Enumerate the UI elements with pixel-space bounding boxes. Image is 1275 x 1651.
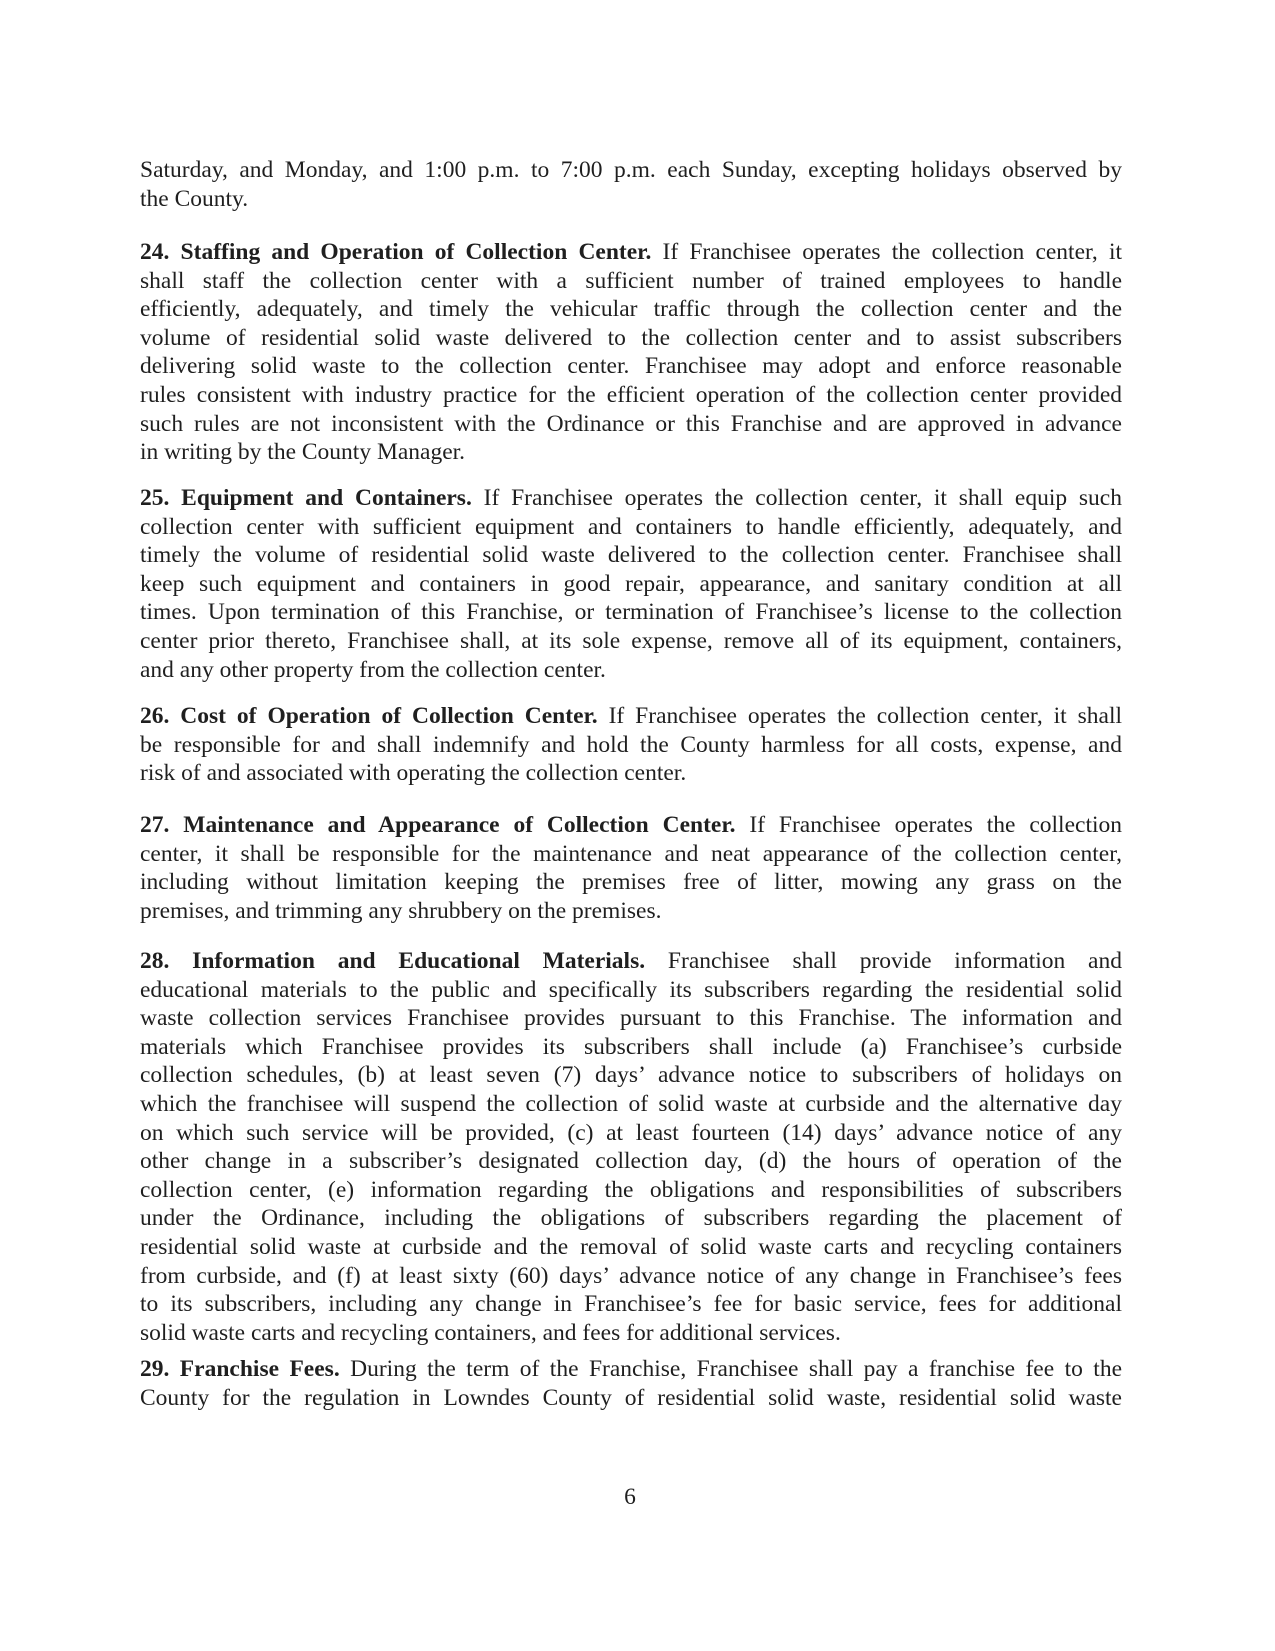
paragraph-line: and any other property from the collection center. (140, 656, 606, 683)
paragraph-line: collection schedules, (b) at least seven (7) days’ advance notice to subscribers of holidays on (140, 1062, 1122, 1089)
paragraph-line: timely the volume of residential solid waste delivered to the collection center. Franchisee shall (140, 542, 1122, 569)
paragraph-first-line (140, 238, 1122, 267)
paragraph-line-text: During the term of the Franchise, Franchisee shall pay a franchise fee to the (350, 1356, 1123, 1382)
paragraph-line: solid waste carts and recycling containers, and fees for additional services. (140, 1319, 841, 1346)
section-28-paragraph (140, 947, 1122, 1347)
section-heading: 24. Staffing and Operation of Collection Center. (140, 239, 652, 265)
paragraph-line: be responsible for and shall indemnify and hold the County harmless for all costs, expense, and (140, 731, 1122, 758)
page-number: 6 (624, 1484, 636, 1510)
paragraph-line: delivering solid waste to the collection center. Franchisee may adopt and enforce reasonable (140, 353, 1122, 380)
paragraph-line: collection center, (e) information regarding the obligations and responsibilities of subscribers (140, 1176, 1122, 1203)
section-heading: 26. Cost of Operation of Collection Center. (140, 703, 598, 729)
paragraph-line: in writing by the County Manager. (140, 439, 466, 466)
paragraph-line: under the Ordinance, including the obligations of subscribers regarding the placement of (140, 1205, 1122, 1232)
paragraph-first-line (140, 811, 1122, 840)
paragraph-line: which the franchisee will suspend the collection of solid waste at curbside and the alternative day (140, 1090, 1122, 1117)
paragraph-line: times. Upon termination of this Franchise, or termination of Franchisee’s license to the collection (140, 599, 1122, 626)
paragraph-line-text: If Franchisee operates the collection center, it shall equip such (483, 485, 1122, 511)
paragraph-line-text: If Franchisee operates the collection center, it shall (608, 703, 1123, 729)
paragraph-line: collection center with sufficient equipment and containers to handle efficiently, adequately, and (140, 513, 1122, 540)
paragraph-line: such rules are not inconsistent with the Ordinance or this Franchise and are approved in advance (140, 410, 1122, 437)
paragraph-line: center prior thereto, Franchisee shall, at its sole expense, remove all of its equipment, containers, (140, 627, 1122, 654)
paragraph-line: residential solid waste at curbside and the removal of solid waste carts and recycling containers (140, 1233, 1122, 1260)
paragraph-line: County for the regulation in Lowndes County of residential solid waste, residential solid waste (140, 1384, 1122, 1411)
paragraph-line: other change in a subscriber’s designated collection day, (d) the hours of operation of the (140, 1148, 1122, 1175)
section-25-paragraph (140, 484, 1122, 684)
section-heading: 28. Information and Educational Materials. (140, 948, 646, 974)
paragraph-line-text: If Franchisee operates the collection (749, 812, 1123, 838)
paragraph-line: waste collection services Franchisee provides pursuant to this Franchise. The information and (140, 1005, 1122, 1032)
paragraph-line: volume of residential solid waste delivered to the collection center and to assist subscribers (140, 324, 1122, 351)
paragraph-first-line (140, 1355, 1122, 1384)
section-24-paragraph (140, 238, 1122, 467)
paragraph-line: premises, and trimming any shrubbery on the premises. (140, 897, 662, 924)
paragraph-line: to its subscribers, including any change in Franchisee’s fee for basic service, fees for additional (140, 1291, 1122, 1318)
paragraph-first-line (140, 484, 1122, 513)
paragraph-line: including without limitation keeping the premises free of litter, mowing any grass on the (140, 869, 1122, 896)
section-26-paragraph (140, 702, 1122, 788)
section-heading: 27. Maintenance and Appearance of Collection Center. (140, 812, 736, 838)
section-29-paragraph (140, 1355, 1122, 1412)
paragraph-line-text: Franchisee shall provide information and (667, 948, 1122, 974)
continuation-paragraph (140, 156, 1122, 213)
paragraph-line-text: If Franchisee operates the collection center, it (662, 239, 1122, 265)
paragraph-line: rules consistent with industry practice for the efficient operation of the collection center provided (140, 381, 1122, 408)
paragraph-line: shall staff the collection center with a sufficient number of trained employees to handle (140, 267, 1122, 294)
paragraph-line: from curbside, and (f) at least sixty (60) days’ advance notice of any change in Franchisee’s fees (140, 1262, 1122, 1289)
paragraph-line: the County. (140, 185, 249, 212)
section-heading: 29. Franchise Fees. (140, 1356, 340, 1382)
paragraph-line: efficiently, adequately, and timely the vehicular traffic through the collection center and the (140, 296, 1122, 323)
paragraph-line: risk of and associated with operating the collection center. (140, 760, 687, 787)
paragraph-line: keep such equipment and containers in good repair, appearance, and sanitary condition at all (140, 570, 1122, 597)
section-27-paragraph (140, 811, 1122, 925)
paragraph-line: materials which Franchisee provides its subscribers shall include (a) Franchisee’s curbside (140, 1033, 1122, 1060)
paragraph-line: Saturday, and Monday, and 1:00 p.m. to 7:00 p.m. each Sunday, excepting holidays observed by (140, 157, 1122, 183)
paragraph-line: center, it shall be responsible for the maintenance and neat appearance of the collection center, (140, 840, 1122, 867)
paragraph-line: educational materials to the public and specifically its subscribers regarding the residential solid (140, 976, 1122, 1003)
paragraph-first-line (140, 947, 1122, 976)
section-heading: 25. Equipment and Containers. (140, 485, 472, 511)
paragraph-line: on which such service will be provided, (c) at least fourteen (14) days’ advance notice of any (140, 1119, 1122, 1146)
paragraph-first-line (140, 702, 1122, 731)
